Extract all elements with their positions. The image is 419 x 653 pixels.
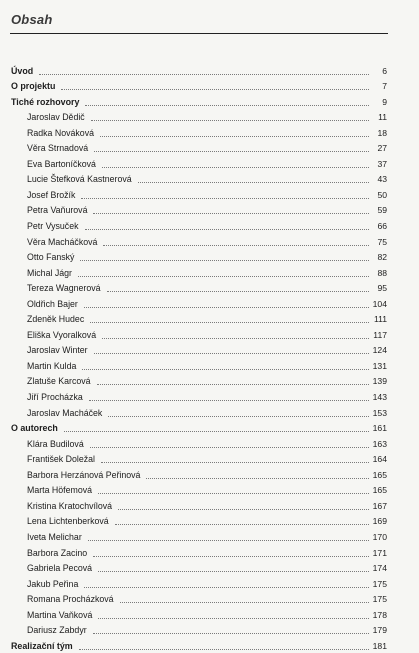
- dot-leader: [94, 150, 369, 152]
- toc-entry: [11, 543, 387, 559]
- dot-leader: [98, 617, 368, 619]
- subsection-title: Iveta Melichar: [27, 531, 82, 542]
- dot-leader: [100, 135, 369, 137]
- page-number: 124: [372, 345, 387, 356]
- dot-leader: [89, 399, 369, 401]
- page-number: 95: [377, 283, 387, 294]
- subsection-title: Oldřich Bajer: [27, 298, 78, 309]
- toc-entry: [11, 170, 387, 186]
- toc-entry: [11, 154, 387, 170]
- toc-entry: [11, 77, 387, 93]
- subsection-title: Dariusz Zabdyr: [27, 625, 87, 636]
- page-number: 171: [372, 547, 387, 558]
- page-number: 143: [372, 392, 387, 403]
- subsection-title: Eliška Vyoralková: [27, 329, 97, 340]
- subsection-title: František Doležal: [27, 454, 95, 465]
- page-number: 178: [372, 609, 387, 620]
- table-of-contents: [11, 61, 387, 652]
- dot-leader: [120, 601, 369, 603]
- dot-leader: [82, 368, 368, 370]
- page-number: 169: [372, 516, 387, 527]
- dot-leader: [81, 197, 369, 199]
- subsection-title: Romana Procházková: [27, 594, 114, 605]
- subsection-title: Gabriela Pecová: [27, 563, 93, 574]
- subsection-title: Jiří Procházka: [27, 392, 83, 403]
- toc-entry: [11, 605, 387, 621]
- dot-leader: [61, 88, 369, 90]
- dot-leader: [88, 539, 369, 541]
- section-title: Úvod: [11, 65, 34, 76]
- toc-entry: [11, 92, 387, 108]
- subsection-title: Petra Vaňurová: [27, 205, 88, 216]
- page-number: 170: [372, 531, 387, 542]
- toc-entry: [11, 387, 387, 403]
- subsection-title: Michal Jágr: [27, 267, 72, 278]
- dot-leader: [102, 337, 369, 339]
- section-title: Tiché rozhovory: [11, 96, 80, 107]
- page-number: 174: [372, 563, 387, 574]
- subsection-title: Barbora Herzánová Peřinová: [27, 469, 141, 480]
- page-number: 6: [382, 65, 387, 76]
- page-number: 165: [372, 469, 387, 480]
- subsection-title: Otto Fanský: [27, 252, 75, 263]
- toc-entry: [11, 621, 387, 637]
- dot-leader: [115, 523, 369, 525]
- toc-entry: [11, 216, 387, 232]
- subsection-title: Barbora Zacino: [27, 547, 88, 558]
- subsection-title: Zlatuše Karcová: [27, 376, 91, 387]
- subsection-title: Jaroslav Winter: [27, 345, 88, 356]
- page-number: 11: [378, 112, 387, 123]
- page-number: 139: [372, 376, 387, 387]
- toc-entry: [11, 574, 387, 590]
- subsection-title: Zdeněk Hudec: [27, 314, 85, 325]
- toc-entry: [11, 403, 387, 419]
- subsection-title: Martin Kulda: [27, 360, 77, 371]
- subsection-title: Josef Brožík: [27, 189, 76, 200]
- page-number: 18: [377, 127, 387, 138]
- dot-leader: [107, 290, 369, 292]
- dot-leader: [91, 119, 369, 121]
- dot-leader: [78, 275, 369, 277]
- page-number: 88: [377, 267, 387, 278]
- subsection-title: Klára Budilová: [27, 438, 84, 449]
- page-number: 179: [372, 625, 387, 636]
- dot-leader: [79, 648, 369, 650]
- subsection-title: Petr Vysuček: [27, 221, 79, 232]
- page-number: 75: [377, 236, 387, 247]
- subsection-title: Jakub Peřina: [27, 578, 79, 589]
- toc-entry: [11, 201, 387, 217]
- page-number: 7: [382, 81, 387, 92]
- section-title: O projektu: [11, 81, 56, 92]
- dot-leader: [90, 321, 369, 323]
- page-number: 50: [377, 189, 387, 200]
- page-number: 111: [373, 314, 387, 325]
- subsection-title: Kristina Kratochvílová: [27, 500, 113, 511]
- toc-entry: [11, 590, 387, 606]
- subsection-title: Radka Nováková: [27, 127, 94, 138]
- dot-leader: [93, 632, 369, 634]
- toc-entry: [11, 481, 387, 497]
- page-number: 175: [372, 578, 387, 589]
- page-number: 131: [372, 360, 387, 371]
- toc-entry: [11, 636, 387, 652]
- page-number: 161: [372, 423, 387, 434]
- toc-entry: [11, 123, 387, 139]
- page-number: 163: [372, 438, 387, 449]
- dot-leader: [94, 352, 369, 354]
- toc-entry: [11, 512, 387, 528]
- page-number: 9: [382, 96, 387, 107]
- dot-leader: [39, 73, 369, 75]
- page-number: 175: [372, 594, 387, 605]
- toc-entry: [11, 434, 387, 450]
- toc-entry: [11, 185, 387, 201]
- dot-leader: [146, 477, 368, 479]
- page-number: 37: [377, 158, 387, 169]
- page-title: Obsah: [11, 12, 53, 27]
- toc-entry: [11, 450, 387, 466]
- toc-entry: [11, 108, 387, 124]
- dot-leader: [84, 586, 368, 588]
- subsection-title: Jaroslav Macháček: [27, 407, 103, 418]
- toc-entry: [11, 559, 387, 575]
- section-title: O autorech: [11, 423, 58, 434]
- page-number: 165: [372, 485, 387, 496]
- dot-leader: [84, 306, 369, 308]
- toc-entry: [11, 61, 387, 77]
- toc-entry: [11, 139, 387, 155]
- dot-leader: [80, 259, 369, 261]
- page-number: 117: [373, 329, 387, 340]
- title-rule: [10, 33, 388, 34]
- page-number: 104: [372, 298, 387, 309]
- dot-leader: [97, 383, 369, 385]
- toc-entry: [11, 341, 387, 357]
- toc-entry: [11, 356, 387, 372]
- subsection-title: Věra Strnadová: [27, 143, 89, 154]
- dot-leader: [85, 104, 369, 106]
- dot-leader: [108, 415, 368, 417]
- toc-entry: [11, 310, 387, 326]
- subsection-title: Jaroslav Dědič: [27, 112, 85, 123]
- dot-leader: [85, 228, 370, 230]
- dot-leader: [103, 244, 369, 246]
- toc-entry: [11, 232, 387, 248]
- page-number: 43: [377, 174, 387, 185]
- toc-entry: [11, 372, 387, 388]
- subsection-title: Lucie Štefková Kastnerová: [27, 174, 132, 185]
- section-title: Realizační tým: [11, 640, 73, 651]
- toc-entry: [11, 279, 387, 295]
- toc-entry: [11, 263, 387, 279]
- dot-leader: [93, 212, 369, 214]
- subsection-title: Eva Bartoníčková: [27, 158, 96, 169]
- dot-leader: [102, 166, 369, 168]
- subsection-title: Marta Höfemová: [27, 485, 93, 496]
- page-number: 27: [377, 143, 387, 154]
- dot-leader: [101, 461, 369, 463]
- toc-entry: [11, 527, 387, 543]
- toc-entry: [11, 294, 387, 310]
- dot-leader: [64, 430, 369, 432]
- toc-entry: [11, 419, 387, 435]
- dot-leader: [98, 570, 369, 572]
- page-number: 82: [377, 252, 387, 263]
- toc-entry: [11, 465, 387, 481]
- toc-entry: [11, 325, 387, 341]
- dot-leader: [93, 555, 369, 557]
- subsection-title: Tereza Wagnerová: [27, 283, 101, 294]
- dot-leader: [90, 446, 369, 448]
- dot-leader: [118, 508, 369, 510]
- page-number: 153: [372, 407, 387, 418]
- subsection-title: Martina Vaňková: [27, 609, 93, 620]
- dot-leader: [138, 181, 369, 183]
- toc-entry: [11, 496, 387, 512]
- subsection-title: Lena Lichtenberková: [27, 516, 109, 527]
- dot-leader: [98, 492, 369, 494]
- page-number: 167: [372, 500, 387, 511]
- subsection-title: Věra Macháčková: [27, 236, 98, 247]
- page-number: 59: [377, 205, 387, 216]
- page-number: 181: [372, 640, 387, 651]
- page-number: 66: [377, 221, 387, 232]
- page-number: 164: [372, 454, 387, 465]
- toc-entry: [11, 248, 387, 264]
